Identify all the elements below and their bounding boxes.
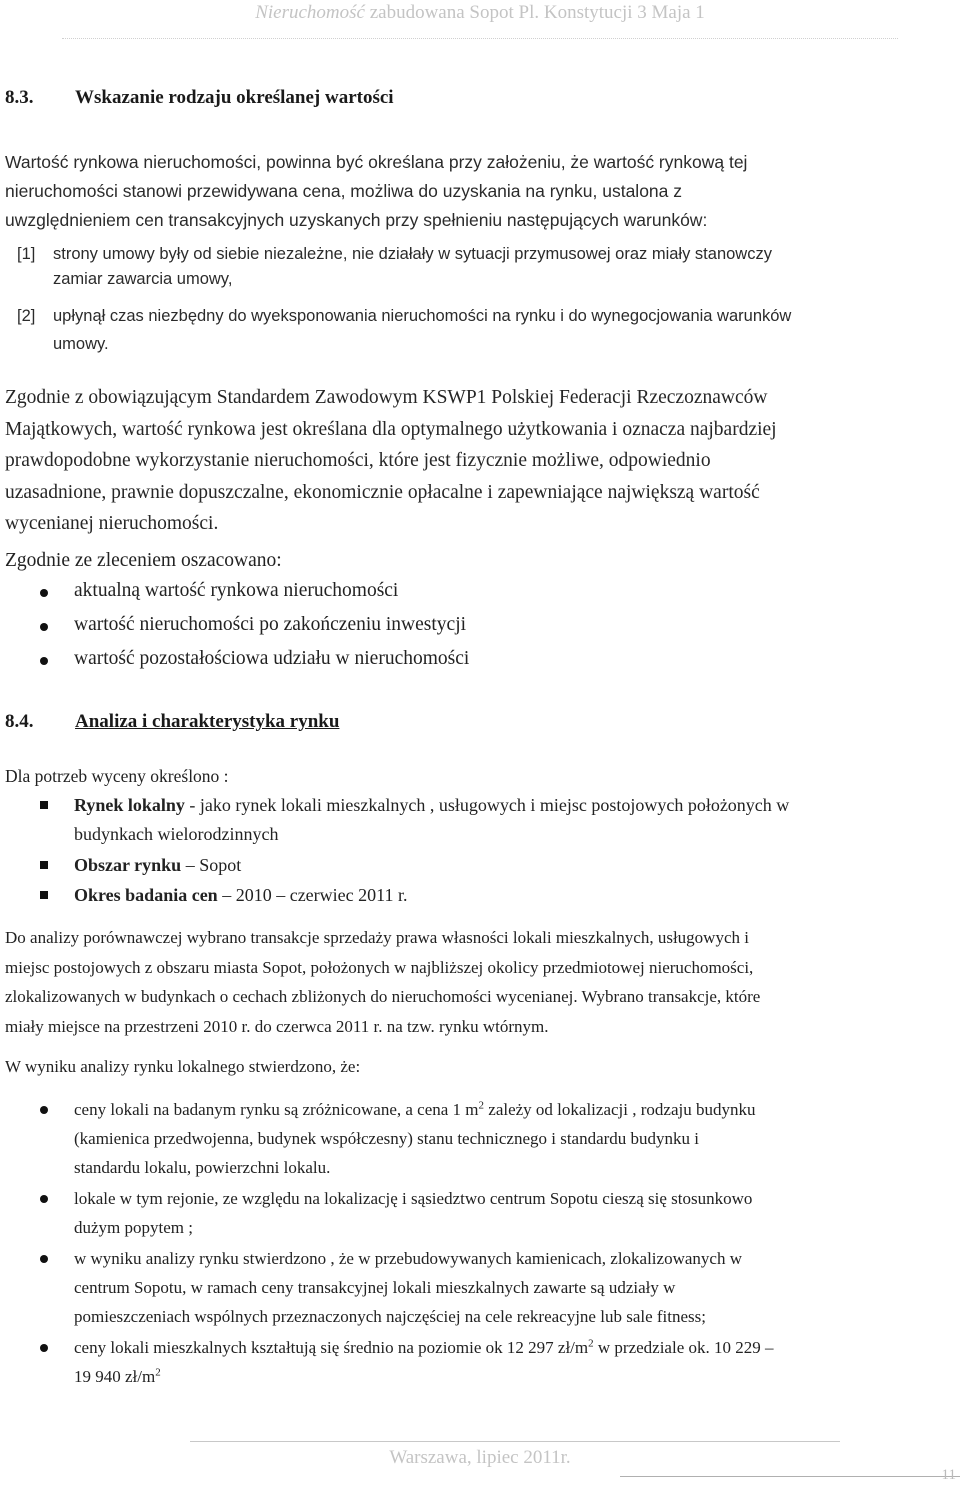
analysis-paragraph [5,923,960,1041]
intro-paragraph [5,148,960,235]
finding-text: (kamienica przedwojenna, budynek współczesny) stanu technicznego i standardu budynku i [74,1129,700,1148]
section-83-number: 8.3. [5,87,34,108]
header-title-italic: Nieruchomość [255,2,365,23]
condition-tag: [2] [17,307,36,325]
finding-item [74,1333,960,1391]
condition-text: strony umowy były od siebie niezależne, nie działały w sytuacji przymusowej oraz miały stanowczy [53,245,772,263]
finding-text: standardu lokalu, powierzchni lokalu. [74,1158,331,1177]
finding-item [74,1184,960,1242]
section-84-title: Analiza i charakterystyka rynku [75,711,340,732]
condition-text: upłynął czas niezbędny do wyeksponowania nieruchomości na rynku i do wynegocjowania warunków [53,307,792,325]
finding-text: dużym popytem ; [74,1218,193,1237]
bullet-icon [40,1106,48,1114]
analysis-line: zlokalizowanych w budynkach o cechach zbliżonych do nieruchomości wycenianej. Wybrano transakcje, które [5,987,761,1006]
standard-paragraph [5,382,960,540]
running-header [0,2,960,24]
defined-sep: – [181,855,200,875]
bullet-icon [40,1195,48,1203]
defined-value: jako rynek lokali mieszkalnych , usługowych i miejsc postojowych położonych w [199,795,790,815]
bullet-icon [40,623,48,631]
section-83-title: Wskazanie rodzaju określanej wartości [75,87,394,108]
defined-sep: - [184,795,200,815]
defined-label: Okres badania cen [74,885,218,905]
order-item: wartość pozostałościowa udziału w nieruchomości [74,648,470,669]
defined-item [74,791,960,849]
defined-item [74,851,241,880]
section-84-heading [5,711,339,733]
findings-intro: W wyniku analizy rynku lokalnego stwierdzono, że: [5,1057,361,1076]
finding-text: pomieszczeniach wspólnych przeznaczonych najczęściej na cele rekreacyjne lub sale fitness; [74,1307,706,1326]
finding-text: 19 940 zł/m [74,1367,156,1386]
defined-sep: – [217,885,236,905]
condition-2 [17,302,960,359]
standard-line: Majątkowych, wartość rynkowa jest określana dla optymalnego użytkowania i oznacza najbardziej [5,418,777,440]
defined-value: 2010 – czerwiec 2011 r. [235,885,408,905]
bullet-icon [40,657,48,665]
standard-line: uzasadnione, prawnie dopuszczalne, ekonomicznie opłacalne i zapewniające największą wartość [5,481,760,503]
header-divider [62,38,898,39]
standard-line: wycenianej nieruchomości. [5,513,219,534]
bullet-icon [40,589,48,597]
order-item: wartość nieruchomości po zakończeniu inwestycji [74,614,467,635]
defined-value-cont: budynkach wielorodzinnych [74,824,279,844]
footer-place-date: Warszawa, lipiec 2011r. [389,1447,571,1468]
standard-line: prawdopodobne wykorzystanie nieruchomości, które jest fizycznie możliwe, odpowiednio [5,450,711,471]
finding-item [74,1244,960,1331]
page-number-divider [620,1476,960,1477]
order-intro: Zgodnie ze zleceniem oszacowano: [5,550,282,571]
finding-text: zależy od lokalizacji , rodzaju budynku [484,1100,756,1119]
footer-divider [190,1441,840,1442]
square-bullet-icon [40,801,48,809]
finding-text: centrum Sopotu, w ramach ceny transakcyjnej lokali mieszkalnych zawarte są udziały w [74,1278,676,1297]
condition-tag: [1] [17,245,36,263]
order-item: aktualną wartość rynkowa nieruchomości [74,580,399,601]
condition-1 [17,240,960,294]
square-bullet-icon [40,861,48,869]
finding-text: w przedziale ok. 10 229 – [593,1338,774,1357]
finding-text: lokale w tym rejonie, ze względu na lokalizację i sąsiedztwo centrum Sopotu cieszą się stosunkowo [74,1189,753,1208]
analysis-line: miejsc postojowych z obszaru miasta Sopot, położonych w najbliższej okolicy przedmiotowej nieruchomości, [5,957,754,977]
defined-intro: Dla potrzeb wyceny określono : [5,766,229,786]
analysis-line: Do analizy porównawczej wybrano transakcje sprzedaży prawa własności lokali mieszkalnych, usługowych i [5,928,749,947]
standard-line: Zgodnie z obowiązującym Standardem Zawodowym KSWP1 Polskiej Federacji Rzeczoznawców [5,387,768,408]
analysis-line: miały miejsce na przestrzeni 2010 r. do czerwca 2011 r. na tzw. rynku wtórnym. [5,1016,549,1036]
section-83-heading [5,87,394,109]
page-number: 11 [941,1467,956,1483]
intro-line: Wartość rynkowa nieruchomości, powinna być określana przy założeniu, że wartość rynkową tej [5,152,748,172]
superscript: 2 [155,1366,161,1379]
defined-label: Rynek lokalny [74,795,185,815]
header-title-rest: zabudowana Sopot Pl. Konstytucji 3 Maja 1 [364,2,705,23]
section-84-number: 8.4. [5,711,34,732]
defined-item [74,881,407,910]
defined-label: Obszar rynku [74,855,182,875]
finding-text: ceny lokali mieszkalnych kształtują się średnio na poziomie ok 12 297 zł/m [74,1338,589,1357]
defined-value: Sopot [199,855,242,875]
intro-line: nieruchomości stanowi przewidywana cena, możliwa do uzyskania na rynku, ustalona z [5,181,683,201]
finding-text: ceny lokali na badanym rynku są zróżnicowane, a cena 1 m [74,1100,479,1119]
finding-text: w wyniku analizy rynku stwierdzono , że w przebudowywanych kamienicach, zlokalizowanych w [74,1249,742,1268]
condition-text-cont: zamiar zawarcia umowy, [53,270,233,288]
bullet-icon [40,1255,48,1263]
intro-line: uwzględnieniem cen transakcyjnych uzyskanych przy spełnieniu następujących warunków: [5,210,708,230]
square-bullet-icon [40,891,48,899]
superscript: 2 [478,1099,485,1112]
bullet-icon [40,1344,48,1352]
superscript: 2 [588,1337,594,1350]
finding-item [74,1095,960,1182]
condition-text-cont: umowy. [53,335,109,353]
